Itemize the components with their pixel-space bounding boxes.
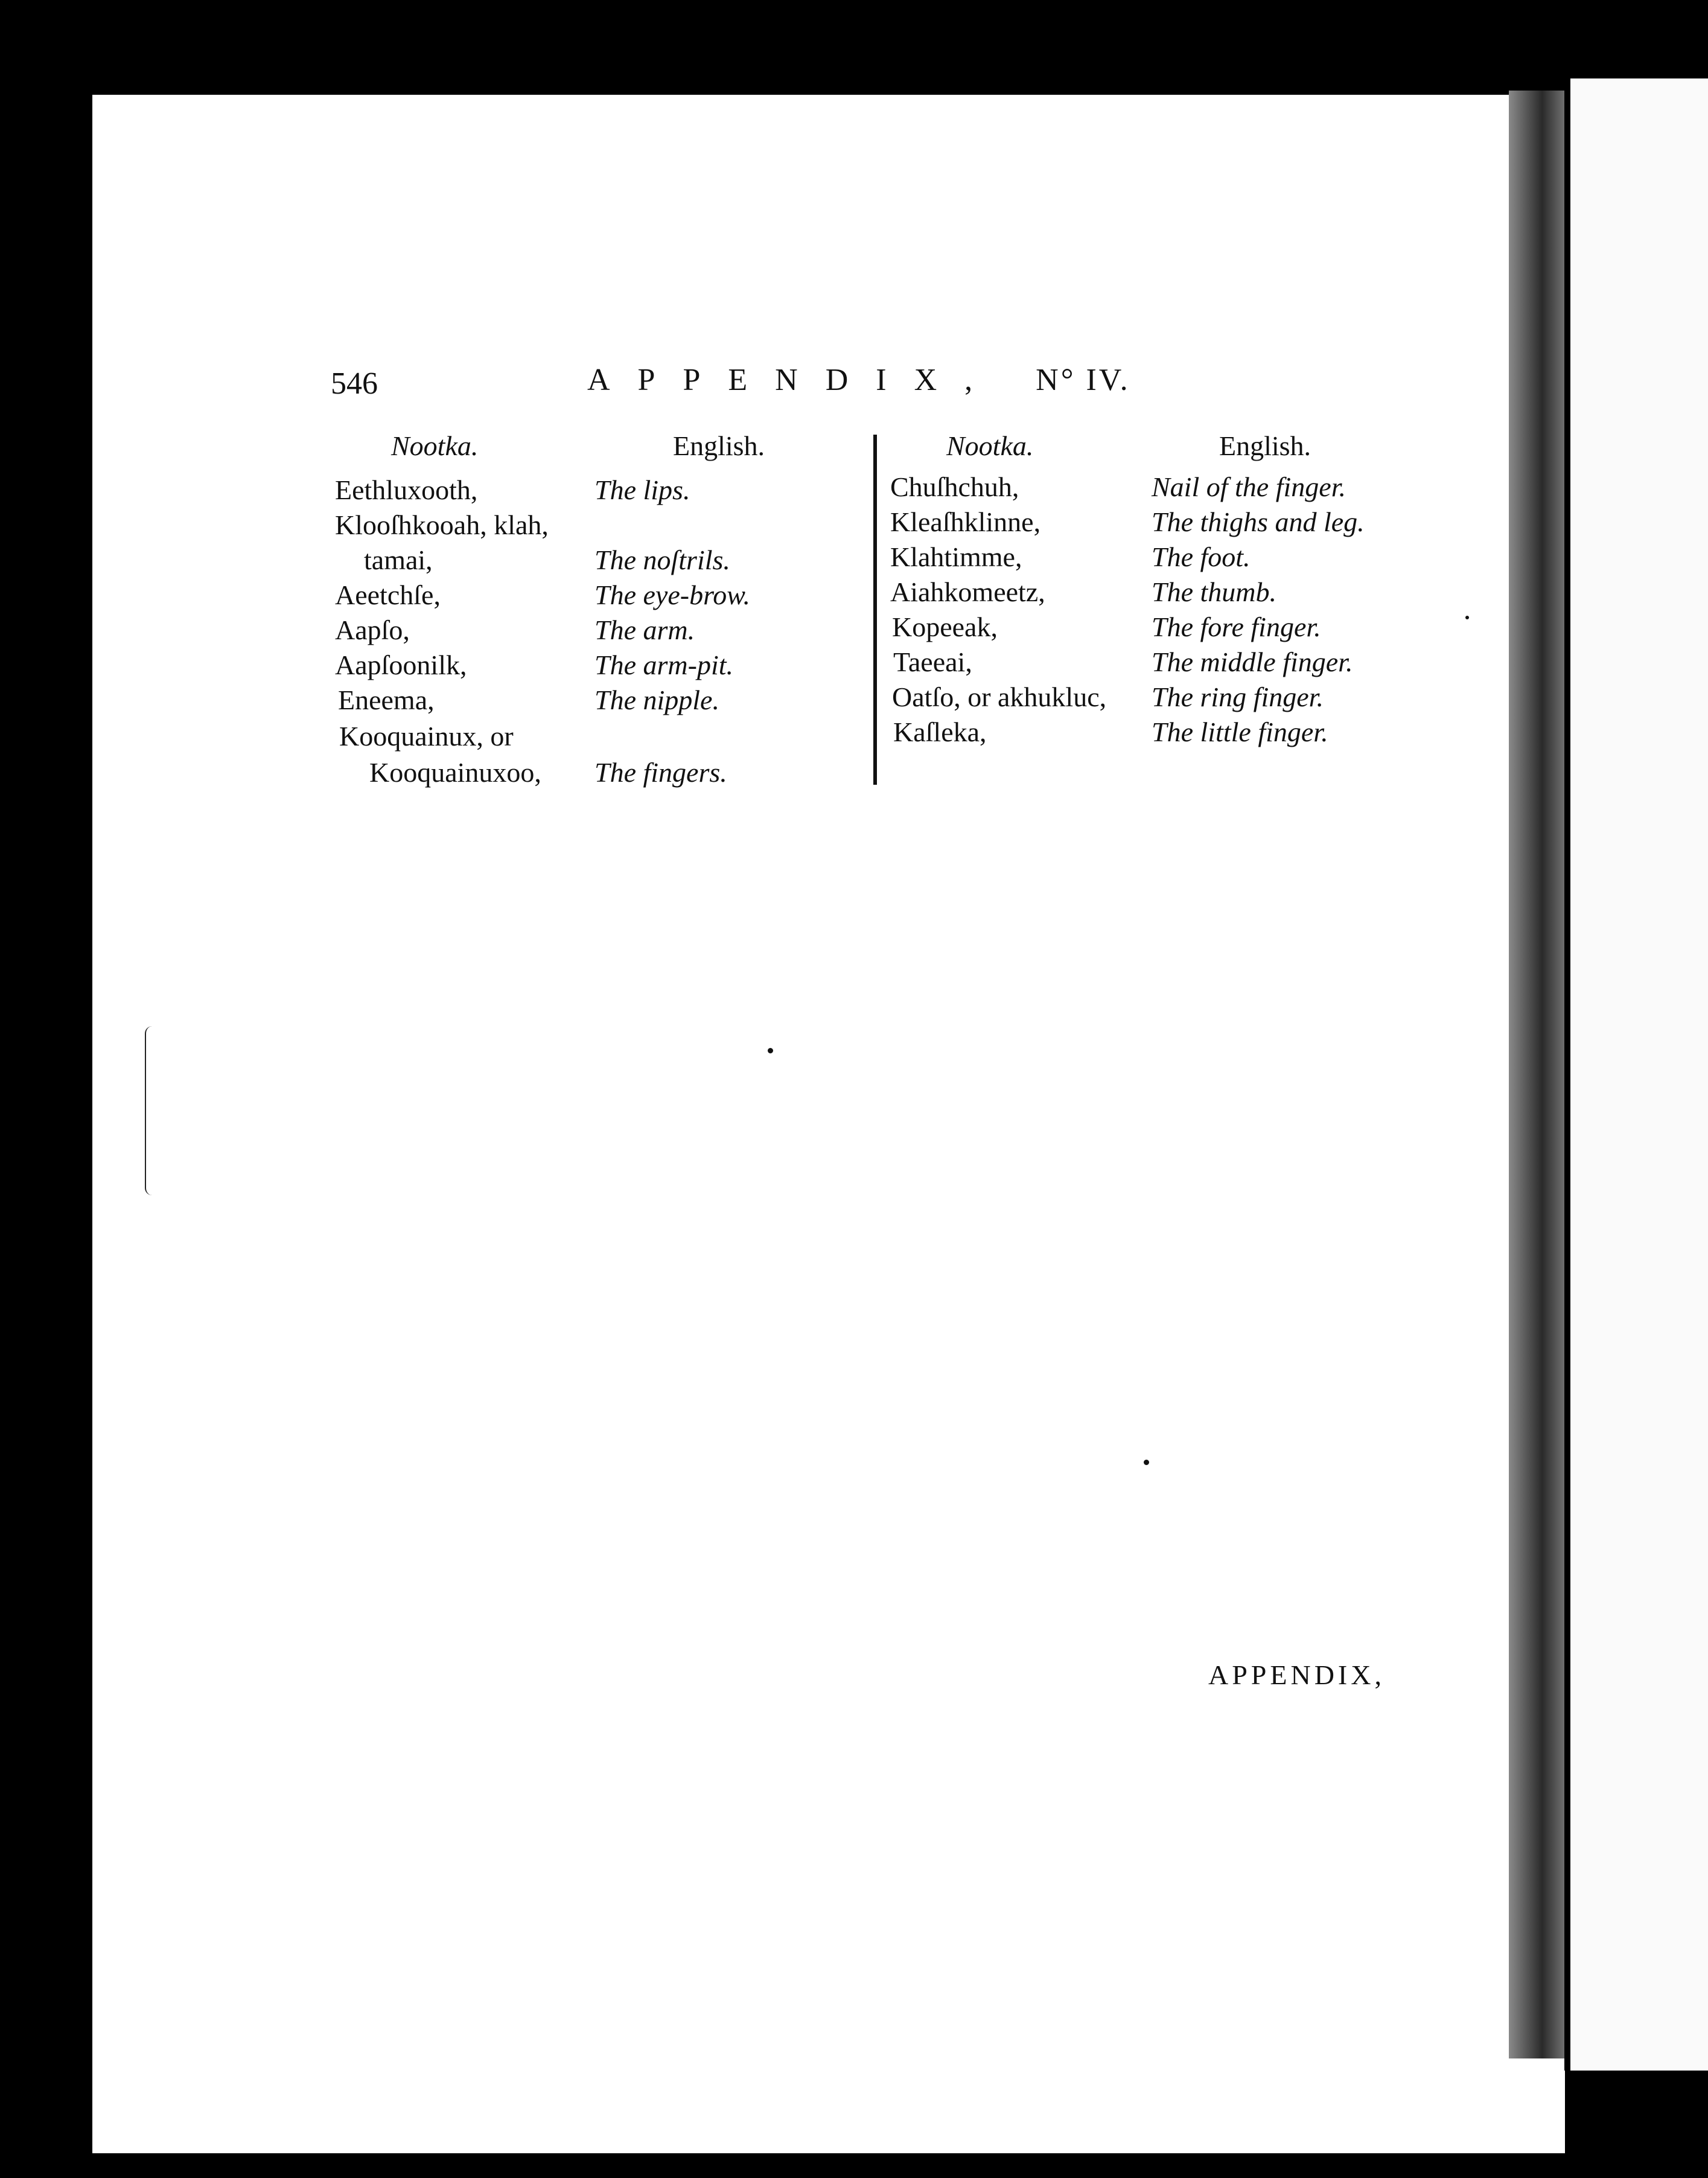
right-native-3: Klahtimme, [890, 541, 1022, 572]
running-title [587, 362, 1130, 398]
right-native-6: Taeeai, [893, 647, 972, 677]
left-native-heading: Nootka. [391, 430, 479, 461]
right-english-1: Nail of the finger. [1152, 471, 1346, 502]
right-native-4: Aiahkomeetz, [890, 576, 1045, 607]
left-english-1: The lips. [594, 474, 690, 505]
gutter-curve [145, 1026, 152, 1195]
facing-page [1570, 78, 1708, 2071]
left-english-4: The eye-brow. [594, 580, 751, 610]
right-english-6: The middle finger. [1152, 647, 1353, 677]
column-rule [873, 435, 877, 785]
left-native-9: Kooquainuxoo, [369, 757, 541, 788]
ink-speck [1465, 616, 1469, 619]
right-english-heading: English. [1219, 430, 1311, 461]
page-number: 546 [331, 366, 378, 401]
running-header [331, 362, 1236, 410]
right-native-7: Oatſo, or akhukluc, [892, 682, 1107, 712]
left-english-9: The fingers. [594, 757, 727, 788]
right-english-5: The fore finger. [1152, 612, 1321, 642]
book-binding [1509, 91, 1564, 2058]
right-native-1: Chuſhchuh, [890, 471, 1019, 502]
right-native-2: Kleaſhklinne, [890, 506, 1041, 537]
left-native-3: tamai, [364, 544, 433, 575]
appendix-number: N° IV. [1036, 363, 1130, 397]
left-native-6: Aapſoonilk, [335, 650, 467, 680]
right-english-8: The little finger. [1152, 717, 1328, 747]
left-english-5: The arm. [594, 615, 695, 645]
left-native-1: Eethluxooth, [335, 474, 478, 505]
left-native-8: Kooquainux, or [339, 721, 514, 752]
ink-speck [768, 1048, 773, 1053]
catchword: APPENDIX, [1208, 1659, 1385, 1690]
right-native-8: Kaſleka, [893, 717, 987, 747]
right-english-3: The foot. [1152, 541, 1251, 572]
left-english-7: The nipple. [594, 685, 719, 715]
right-english-4: The thumb. [1152, 576, 1276, 607]
running-title-word: APPENDIX, [587, 363, 1001, 397]
right-english-7: The ring finger. [1152, 682, 1324, 712]
left-native-2: Klooſhkooah, klah, [335, 509, 549, 540]
right-native-5: Kopeeak, [892, 612, 998, 642]
right-english-2: The thighs and leg. [1152, 506, 1365, 537]
page-edge [1564, 78, 1570, 2071]
left-native-5: Aapſo, [335, 615, 410, 645]
left-english-heading: English. [673, 430, 765, 461]
left-english-6: The arm-pit. [594, 650, 733, 680]
ink-speck [1144, 1460, 1149, 1465]
left-native-4: Aeetchſe, [335, 580, 441, 610]
left-native-7: Eneema, [338, 685, 435, 715]
right-native-heading: Nootka. [946, 430, 1034, 461]
left-english-3: The noſtrils. [594, 544, 730, 575]
